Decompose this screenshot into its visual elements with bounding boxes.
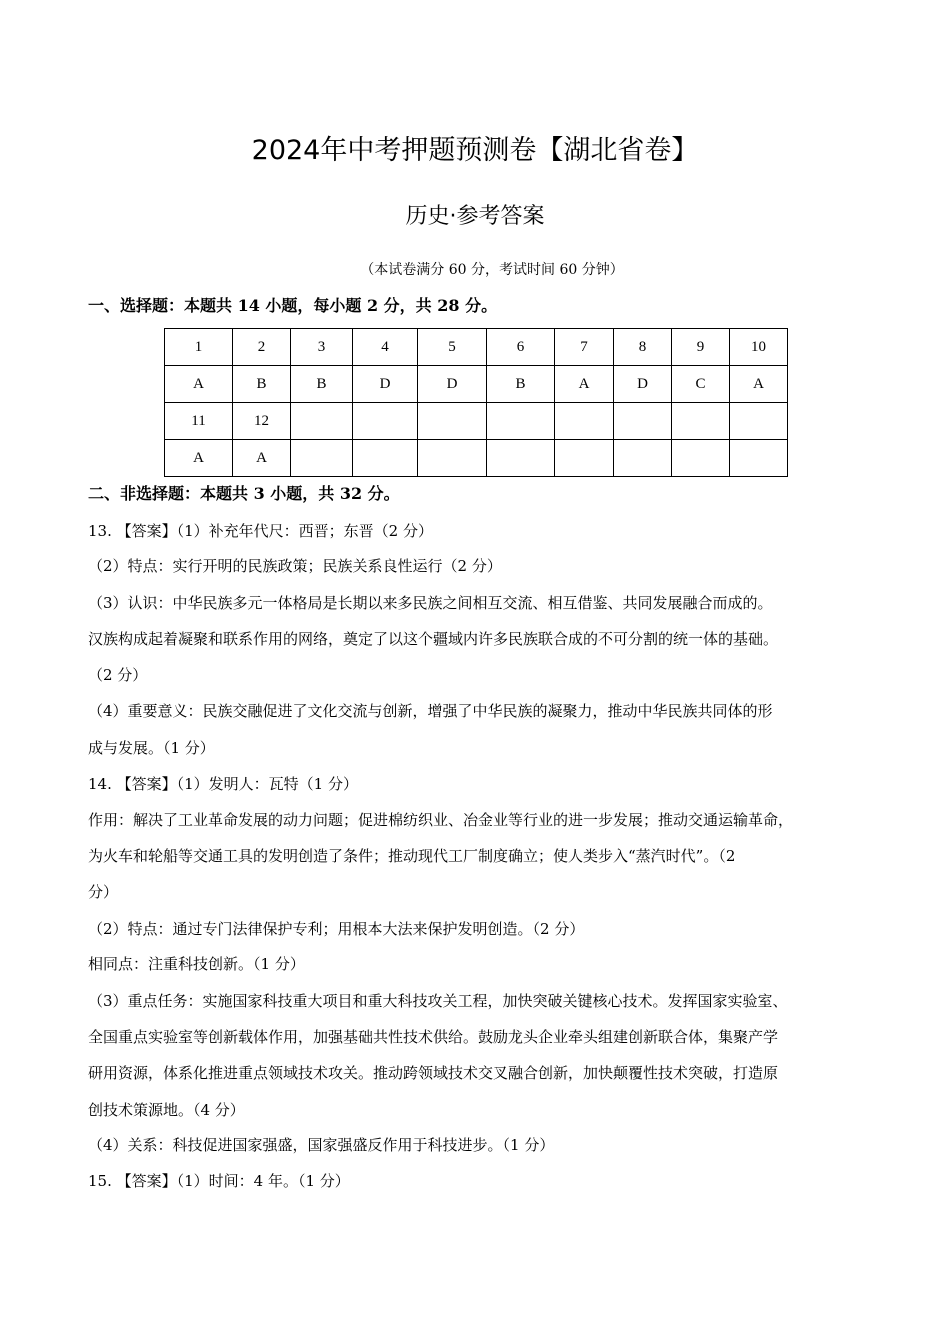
table-cell: B	[291, 366, 353, 403]
page-subtitle: 历史·参考答案	[405, 204, 545, 229]
page-title: 2024年中考押题预测卷【湖北省卷】	[251, 135, 699, 166]
answer-line: 分）	[88, 883, 119, 901]
answer-line: 作用：解决了工业革命发展的动力问题；促进棉纺织业、冶金业等行业的进一步发展；推动交通运输革命，	[88, 811, 794, 829]
table-cell: 1	[165, 329, 233, 366]
table-cell	[418, 440, 487, 477]
table-cell: C	[672, 366, 730, 403]
table-row	[165, 366, 788, 403]
answer-line: （4）重要意义：民族交融促进了文化交流与创新，增强了中华民族的凝聚力，推动中华民族共同体的形	[88, 702, 773, 720]
answer-line: 15. 【答案】（1）时间：4 年。（1 分）	[88, 1172, 350, 1190]
answer-line: （4）关系：科技促进国家强盛，国家强盛反作用于科技进步。（1 分）	[88, 1136, 555, 1154]
answer-line: 为火车和轮船等交通工具的发明创造了条件；推动现代工厂制度确立；使人类步入“蒸汽时代”。（2	[88, 847, 736, 865]
table-cell: 3	[291, 329, 353, 366]
answer-line: （2 分）	[88, 666, 148, 684]
answer-line: （3）重点任务：实施国家科技重大项目和重大科技攻关工程，加快突破关键核心技术。发挥国家实验室、	[88, 992, 788, 1010]
table-cell	[555, 403, 614, 440]
answer-line: 成与发展。（1 分）	[88, 739, 215, 757]
table-cell: 7	[555, 329, 614, 366]
table-cell: A	[165, 366, 233, 403]
table-cell	[672, 440, 730, 477]
answer-line: 相同点：注重科技创新。（1 分）	[88, 955, 305, 973]
table-cell: A	[555, 366, 614, 403]
table-row	[165, 403, 788, 440]
table-cell: A	[233, 440, 291, 477]
exam-note: （本试卷满分 60 分，考试时间 60 分钟）	[360, 262, 624, 278]
answer-line: 汉族构成起着凝聚和联系作用的网络，奠定了以这个疆域内许多民族联合成的不可分割的统一体的基础。	[88, 630, 779, 648]
table-cell	[614, 403, 672, 440]
table-cell: 4	[353, 329, 418, 366]
table-cell	[672, 403, 730, 440]
table-cell: D	[418, 366, 487, 403]
table-cell: B	[233, 366, 291, 403]
answer-line: 研用资源，体系化推进重点领域技术攻关。推动跨领域技术交叉融合创新，加快颠覆性技术突破，打造原	[88, 1064, 779, 1082]
table-cell	[291, 440, 353, 477]
answer-line: （3）认识：中华民族多元一体格局是长期以来多民族之间相互交流、相互借鉴、共同发展融合而成的。	[88, 594, 773, 612]
table-cell	[418, 403, 487, 440]
section-2-heading: 二、非选择题：本题共 3 小题，共 32 分。	[88, 484, 400, 503]
table-cell	[614, 440, 672, 477]
answer-line: 全国重点实验室等创新载体作用，加强基础共性技术供给。鼓励龙头企业牵头组建创新联合体，集聚产学	[88, 1028, 779, 1046]
table-cell: B	[487, 366, 555, 403]
table-cell	[353, 403, 418, 440]
answer-line: （2）特点：通过专门法律保护专利；用根本大法来保护发明创造。（2 分）	[88, 920, 585, 938]
answer-table	[164, 328, 788, 477]
answer-line: （2）特点：实行开明的民族政策；民族关系良性运行（2 分）	[88, 557, 502, 575]
answer-line: 创技术策源地。（4 分）	[88, 1101, 245, 1119]
table-cell: 10	[730, 329, 788, 366]
table-cell: 6	[487, 329, 555, 366]
table-cell	[730, 440, 788, 477]
answer-line: 14. 【答案】（1）发明人：瓦特（1 分）	[88, 775, 358, 793]
table-cell: D	[614, 366, 672, 403]
table-cell: 5	[418, 329, 487, 366]
table-cell: D	[353, 366, 418, 403]
table-cell	[353, 440, 418, 477]
table-cell: 2	[233, 329, 291, 366]
table-row	[165, 329, 788, 366]
table-cell: 8	[614, 329, 672, 366]
table-cell: A	[165, 440, 233, 477]
table-cell: 9	[672, 329, 730, 366]
table-cell	[555, 440, 614, 477]
table-cell	[487, 403, 555, 440]
table-cell: 11	[165, 403, 233, 440]
table-cell	[730, 403, 788, 440]
section-1-heading: 一、选择题：本题共 14 小题，每小题 2 分，共 28 分。	[88, 296, 498, 315]
table-row	[165, 440, 788, 477]
table-cell	[291, 403, 353, 440]
answer-line: 13. 【答案】（1）补充年代尺：西晋；东晋（2 分）	[88, 522, 433, 540]
table-cell: 12	[233, 403, 291, 440]
table-cell: A	[730, 366, 788, 403]
table-cell	[487, 440, 555, 477]
